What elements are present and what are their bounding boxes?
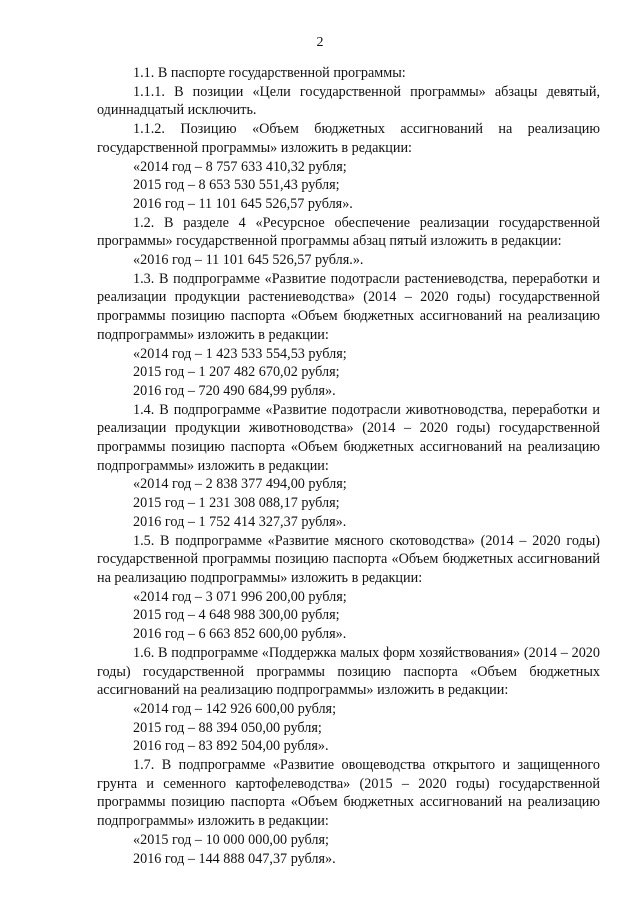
budget-line: «2016 год – 11 101 645 526,57 рубля.».: [133, 252, 364, 269]
budget-line: 2015 год – 8 653 530 551,43 рубля;: [133, 177, 340, 194]
budget-line: 2015 год – 1 231 308 088,17 рубля;: [133, 495, 340, 512]
budget-line: 2016 год – 83 892 504,00 рубля».: [133, 738, 329, 755]
paragraph-1-1: 1.1. В паспорте государственной программы:: [133, 65, 406, 81]
paragraph-1-3: 1.3. В подпрограмме «Развитие подотрасли растениеводства, переработки и реализации продукции растениеводства» (2014 – 2020 годы) государственной программы позицию паспорта «Объем бюджетных ассигнований на реализацию подпрограммы» изложить в редакции:: [97, 270, 600, 343]
budget-line: 2015 год – 88 394 050,00 рубля;: [133, 719, 322, 736]
budget-line: «2014 год – 8 757 633 410,32 рубля;: [133, 158, 347, 175]
paragraph-1-2: 1.2. В разделе 4 «Ресурсное обеспечение реализации государственной программы» государственной программы абзац пятый изложить в редакции:: [97, 214, 600, 250]
budget-line: «2014 год – 142 926 600,00 рубля;: [133, 700, 337, 717]
page-number: 2: [316, 35, 324, 50]
budget-line: 2016 год – 11 101 645 526,57 рубля».: [133, 195, 353, 212]
budget-line: 2016 год – 1 752 414 327,37 рубля».: [133, 513, 347, 530]
paragraph-1-5: 1.5. В подпрограмме «Развитие мясного скотоводства» (2014 – 2020 годы) государственной программы позицию паспорта «Объем бюджетных ассигнований на реализацию подпрограммы» изложить в редакции:: [97, 532, 600, 586]
budget-line: «2014 год – 2 838 377 494,00 рубля;: [133, 476, 347, 493]
budget-line: 2015 год – 1 207 482 670,02 рубля;: [133, 364, 340, 381]
paragraph-1-7: 1.7. В подпрограмме «Развитие овощеводства открытого и защищенного грунта и семенного картофелеводства» (2015 – 2020 годы) государственной программы позицию паспорта «Объем бюджетных ассигнований на реализацию подпрограммы» изложить в редакции:: [97, 757, 600, 830]
paragraph-1-1-2: 1.1.2. Позицию «Объем бюджетных ассигнований на реализацию государственной программы» изложить в редакции:: [97, 121, 600, 156]
document-body: [97, 64, 600, 868]
budget-line: «2014 год – 3 071 996 200,00 рубля;: [133, 588, 347, 605]
budget-line: «2014 год – 1 423 533 554,53 рубля;: [133, 345, 347, 362]
paragraph-1-6: 1.6. В подпрограмме «Поддержка малых форм хозяйствования» (2014 – 2020 годы) государственной программы позицию паспорта «Объем бюджетных ассигнований на реализацию подпрограммы» изложить в редакции:: [97, 644, 600, 699]
budget-line: 2015 год – 4 648 988 300,00 рубля;: [133, 607, 340, 624]
budget-line: 2016 год – 720 490 684,99 рубля».: [133, 382, 336, 399]
paragraph-1-4: 1.4. В подпрограмме «Развитие подотрасли животноводства, переработки и реализации продукции животноводства» (2014 – 2020 годы) государственной программы позицию паспорта «Объем бюджетных ассигнований на реализацию подпрограммы» изложить в редакции:: [97, 401, 600, 474]
budget-line: «2015 год – 10 000 000,00 рубля;: [133, 831, 329, 848]
budget-line: 2016 год – 6 663 852 600,00 рубля».: [133, 626, 347, 643]
paragraph-1-1-1: 1.1.1. В позиции «Цели государственной программы» абзацы девятый, одиннадцатый исключить.: [97, 83, 600, 119]
budget-line: 2016 год – 144 888 047,37 рубля».: [133, 850, 336, 867]
